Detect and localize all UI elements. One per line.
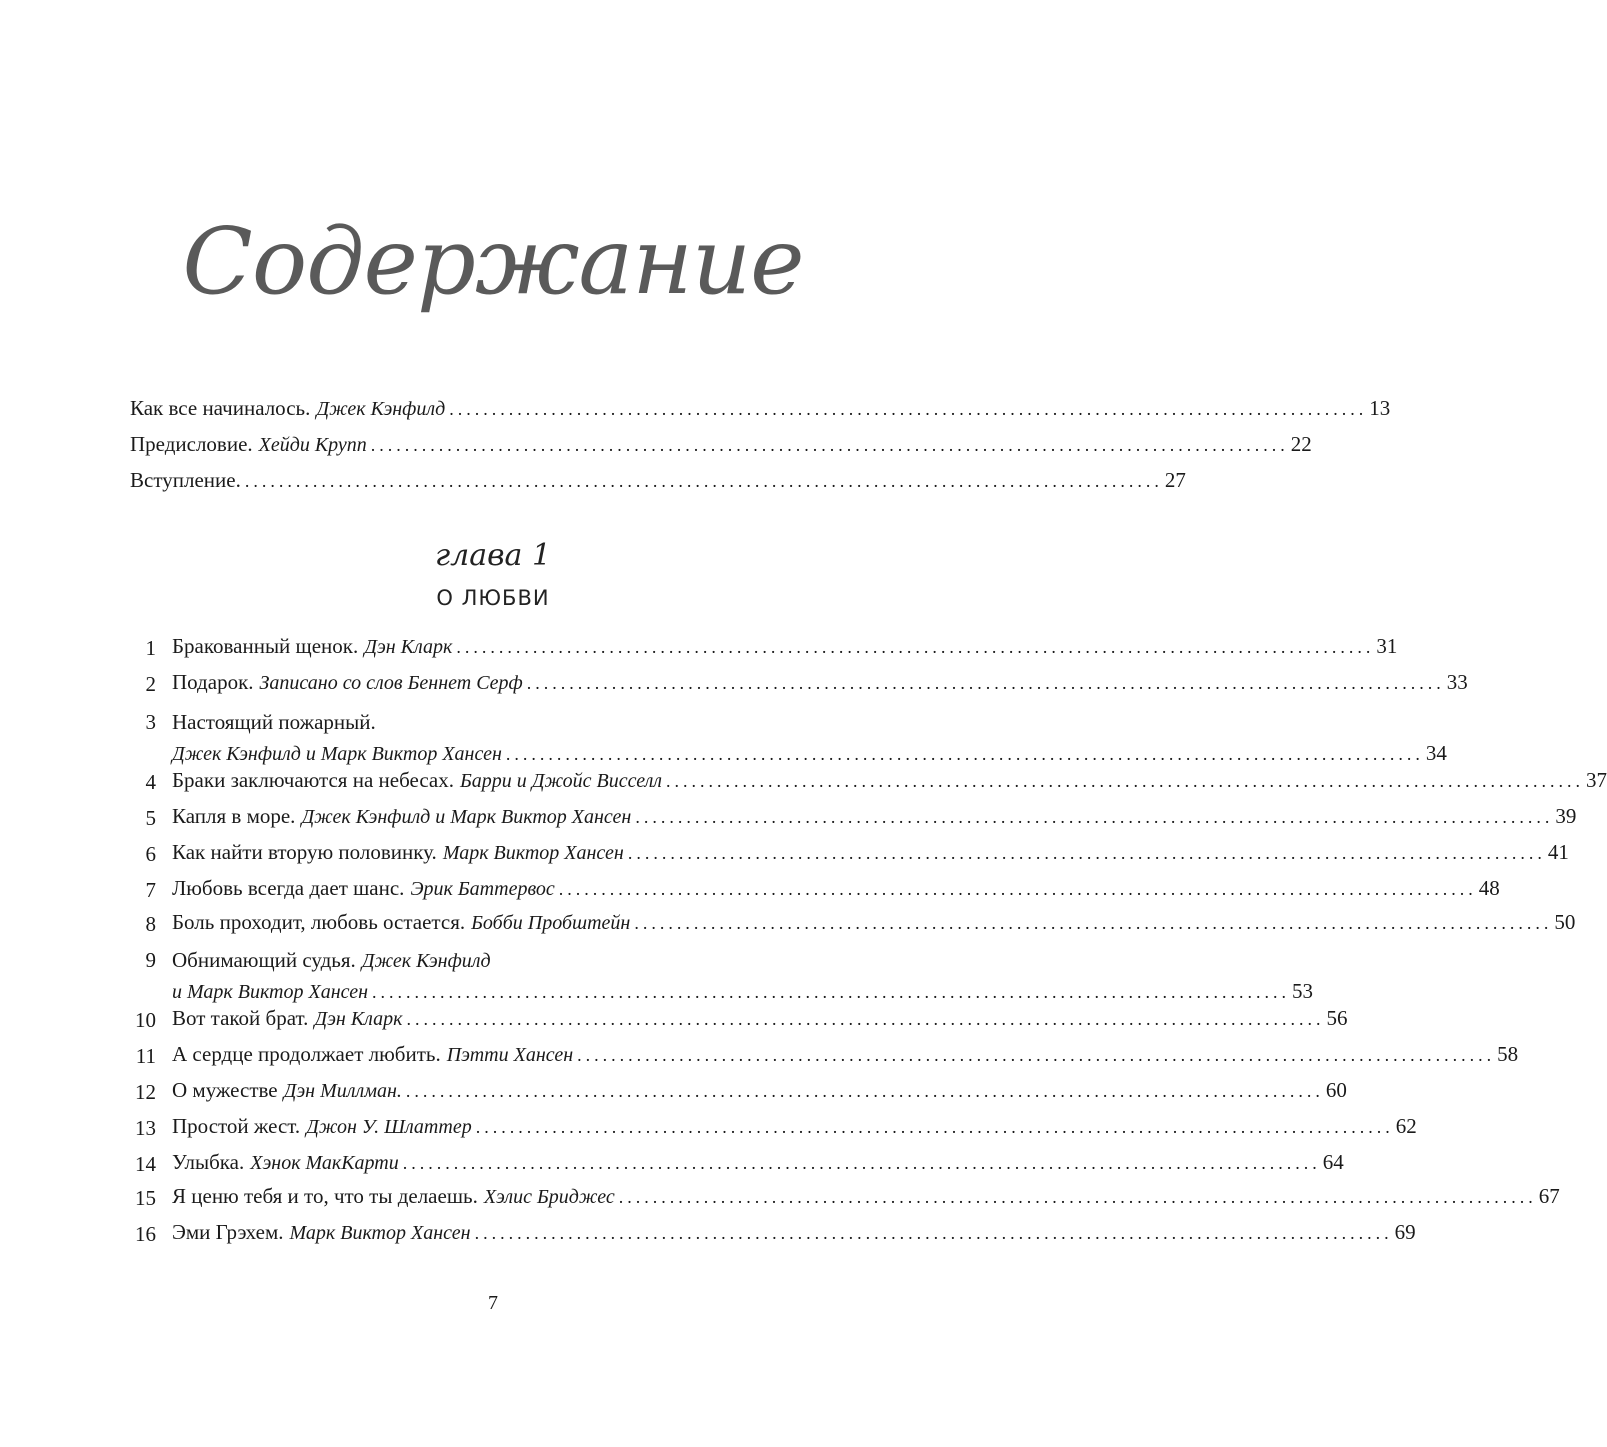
toc-entry[interactable]: [130, 910, 1576, 936]
entry-author: Записано со слов Беннет Серф: [259, 672, 523, 694]
entry-page: 67: [1538, 1184, 1560, 1208]
toc-entry-intro-2[interactable]: [130, 432, 1312, 456]
entry-page: 33: [1446, 670, 1468, 694]
entry-title: Улыбка.: [172, 1150, 245, 1174]
entry-page: 56: [1326, 1006, 1348, 1030]
dot-leader: ............................................................................................................: [475, 1117, 1394, 1137]
entry-number: 14: [135, 1152, 156, 1176]
entry-page: 58: [1497, 1042, 1519, 1066]
entry-title: Подарок.: [172, 670, 254, 694]
entry-number: 12: [135, 1080, 156, 1104]
entry-author: Джек Кэнфилд: [316, 398, 446, 420]
entry-page: 27: [1164, 468, 1186, 492]
entry-author: Джек Кэнфилд и Марк Виктор Хансен: [301, 806, 632, 828]
entry-page: 53: [1292, 979, 1314, 1003]
entry-page: 31: [1376, 634, 1398, 658]
entry-title: О мужестве: [172, 1078, 278, 1102]
entry-page: 64: [1322, 1150, 1344, 1174]
toc-entry[interactable]: [130, 1114, 1417, 1140]
toc-entry[interactable]: [130, 1078, 1347, 1104]
entry-number: 1: [145, 636, 156, 660]
entry-page: 48: [1478, 876, 1500, 900]
entry-author: Дэн Миллман.: [283, 1080, 402, 1102]
toc-entry[interactable]: [130, 1150, 1344, 1176]
dot-leader: ............................................................................................................: [505, 744, 1424, 764]
dot-leader: ............................................................................................................: [635, 807, 1554, 827]
dot-leader: ............................................................................................................: [558, 879, 1477, 899]
toc-entry[interactable]: [130, 1006, 1348, 1032]
entry-number: 10: [135, 1008, 156, 1032]
entry-number: 5: [145, 806, 156, 830]
entry-author: Хэлис Бриджес: [483, 1186, 615, 1208]
entry-number: 15: [135, 1186, 156, 1210]
entry-author: Джек Кэнфилд: [361, 950, 491, 972]
toc-entry[interactable]: [130, 948, 1314, 1003]
entry-title: Простой жест.: [172, 1114, 301, 1138]
dot-leader: ............................................................................................................: [370, 435, 1289, 455]
toc-entry-intro-3[interactable]: [130, 468, 1186, 492]
entry-page: 60: [1325, 1078, 1347, 1102]
entry-title: Настоящий пожарный.: [172, 710, 376, 734]
entry-number: 3: [145, 710, 156, 734]
dot-leader: ............................................................................................................: [244, 471, 1163, 491]
toc-entry[interactable]: [130, 710, 1447, 765]
entry-title: Как найти вторую половинку.: [172, 840, 437, 864]
dot-leader: ............................................................................................................: [577, 1045, 1496, 1065]
entry-title: Эми Грэхем.: [172, 1220, 284, 1244]
page-title: Содержание: [182, 208, 804, 315]
entry-author: Марк Виктор Хансен: [442, 842, 624, 864]
entry-page: 50: [1554, 910, 1576, 934]
dot-leader: ............................................................................................................: [474, 1223, 1393, 1243]
entry-author: Бобби Пробштейн: [471, 912, 631, 934]
entry-page: 69: [1394, 1220, 1416, 1244]
entry-page: 41: [1547, 840, 1569, 864]
entry-number: 6: [145, 842, 156, 866]
entry-author-cont: и Марк Виктор Хансен: [172, 981, 369, 1003]
entry-page: 62: [1395, 1114, 1417, 1138]
dot-leader: ............................................................................................................: [456, 637, 1375, 657]
toc-entry[interactable]: [130, 840, 1569, 866]
toc-entry[interactable]: [130, 768, 1607, 794]
entry-author: Джек Кэнфилд и Марк Виктор Хансен: [172, 743, 502, 765]
chapter-label: глава 1: [434, 538, 552, 573]
toc-entry[interactable]: [130, 670, 1468, 696]
entry-author: Хейди Крупп: [258, 434, 367, 456]
entry-number: 9: [145, 948, 156, 972]
toc-entry[interactable]: [130, 1042, 1519, 1068]
entry-author: Барри и Джойс Висселл: [459, 770, 663, 792]
entry-title: Любовь всегда дает шанс.: [172, 876, 405, 900]
entry-title: Боль проходит, любовь остается.: [172, 910, 466, 934]
dot-leader: ............................................................................................................: [666, 771, 1585, 791]
entry-title: Вот такой брат.: [172, 1006, 309, 1030]
page-number: 7: [488, 1292, 498, 1314]
toc-entry[interactable]: [130, 634, 1398, 660]
toc-entry[interactable]: [130, 876, 1500, 902]
entry-number: 2: [145, 672, 156, 696]
dot-leader: ............................................................................................................: [406, 1009, 1325, 1029]
entry-page: 39: [1555, 804, 1577, 828]
entry-number: 8: [145, 912, 156, 936]
entry-page: 22: [1290, 432, 1312, 456]
toc-entry[interactable]: [130, 1184, 1560, 1210]
dot-leader: ............................................................................................................: [372, 982, 1291, 1002]
entry-page: 34: [1425, 741, 1447, 765]
entry-page: 37: [1586, 768, 1607, 792]
dot-leader: ............................................................................................................: [449, 399, 1368, 419]
entry-author: Хэнок МакКарти: [250, 1152, 399, 1174]
entry-title: Вступление.: [130, 468, 241, 492]
entry-author: Пэтти Хансен: [446, 1044, 574, 1066]
entry-title: Капля в море.: [172, 804, 296, 828]
entry-title: Предисловие.: [130, 432, 253, 456]
entry-number: 16: [135, 1222, 156, 1246]
entry-number: 11: [135, 1044, 156, 1068]
dot-leader: ............................................................................................................: [634, 913, 1553, 933]
toc-entry-intro-1[interactable]: [130, 396, 1391, 420]
entry-author: Эрик Баттервос: [410, 878, 555, 900]
dot-leader: ............................................................................................................: [618, 1187, 1537, 1207]
entry-number: 4: [145, 770, 156, 794]
dot-leader: ............................................................................................................: [402, 1153, 1321, 1173]
entry-number: 13: [135, 1116, 156, 1140]
entry-title: Как все начиналось.: [130, 396, 311, 420]
entry-title: Браки заключаются на небесах.: [172, 768, 454, 792]
toc-entry[interactable]: [130, 1220, 1416, 1246]
entry-author: Дэн Кларк: [314, 1008, 403, 1030]
entry-title: Бракованный щенок.: [172, 634, 359, 658]
entry-author: Дэн Кларк: [364, 636, 453, 658]
entry-title: Я ценю тебя и то, что ты делаешь.: [172, 1184, 478, 1208]
dot-leader: ............................................................................................................: [405, 1081, 1324, 1101]
dot-leader: ............................................................................................................: [526, 673, 1445, 693]
entry-author: Джон У. Шлаттер: [306, 1116, 472, 1138]
toc-entry[interactable]: [130, 804, 1577, 830]
entry-title: Обнимающий судья.: [172, 948, 356, 972]
chapter-name: О ЛЮБВИ: [436, 586, 550, 610]
entry-page: 13: [1369, 396, 1391, 420]
entry-title: А сердце продолжает любить.: [172, 1042, 441, 1066]
dot-leader: ............................................................................................................: [627, 843, 1546, 863]
entry-author: Марк Виктор Хансен: [289, 1222, 471, 1244]
entry-number: 7: [145, 878, 156, 902]
